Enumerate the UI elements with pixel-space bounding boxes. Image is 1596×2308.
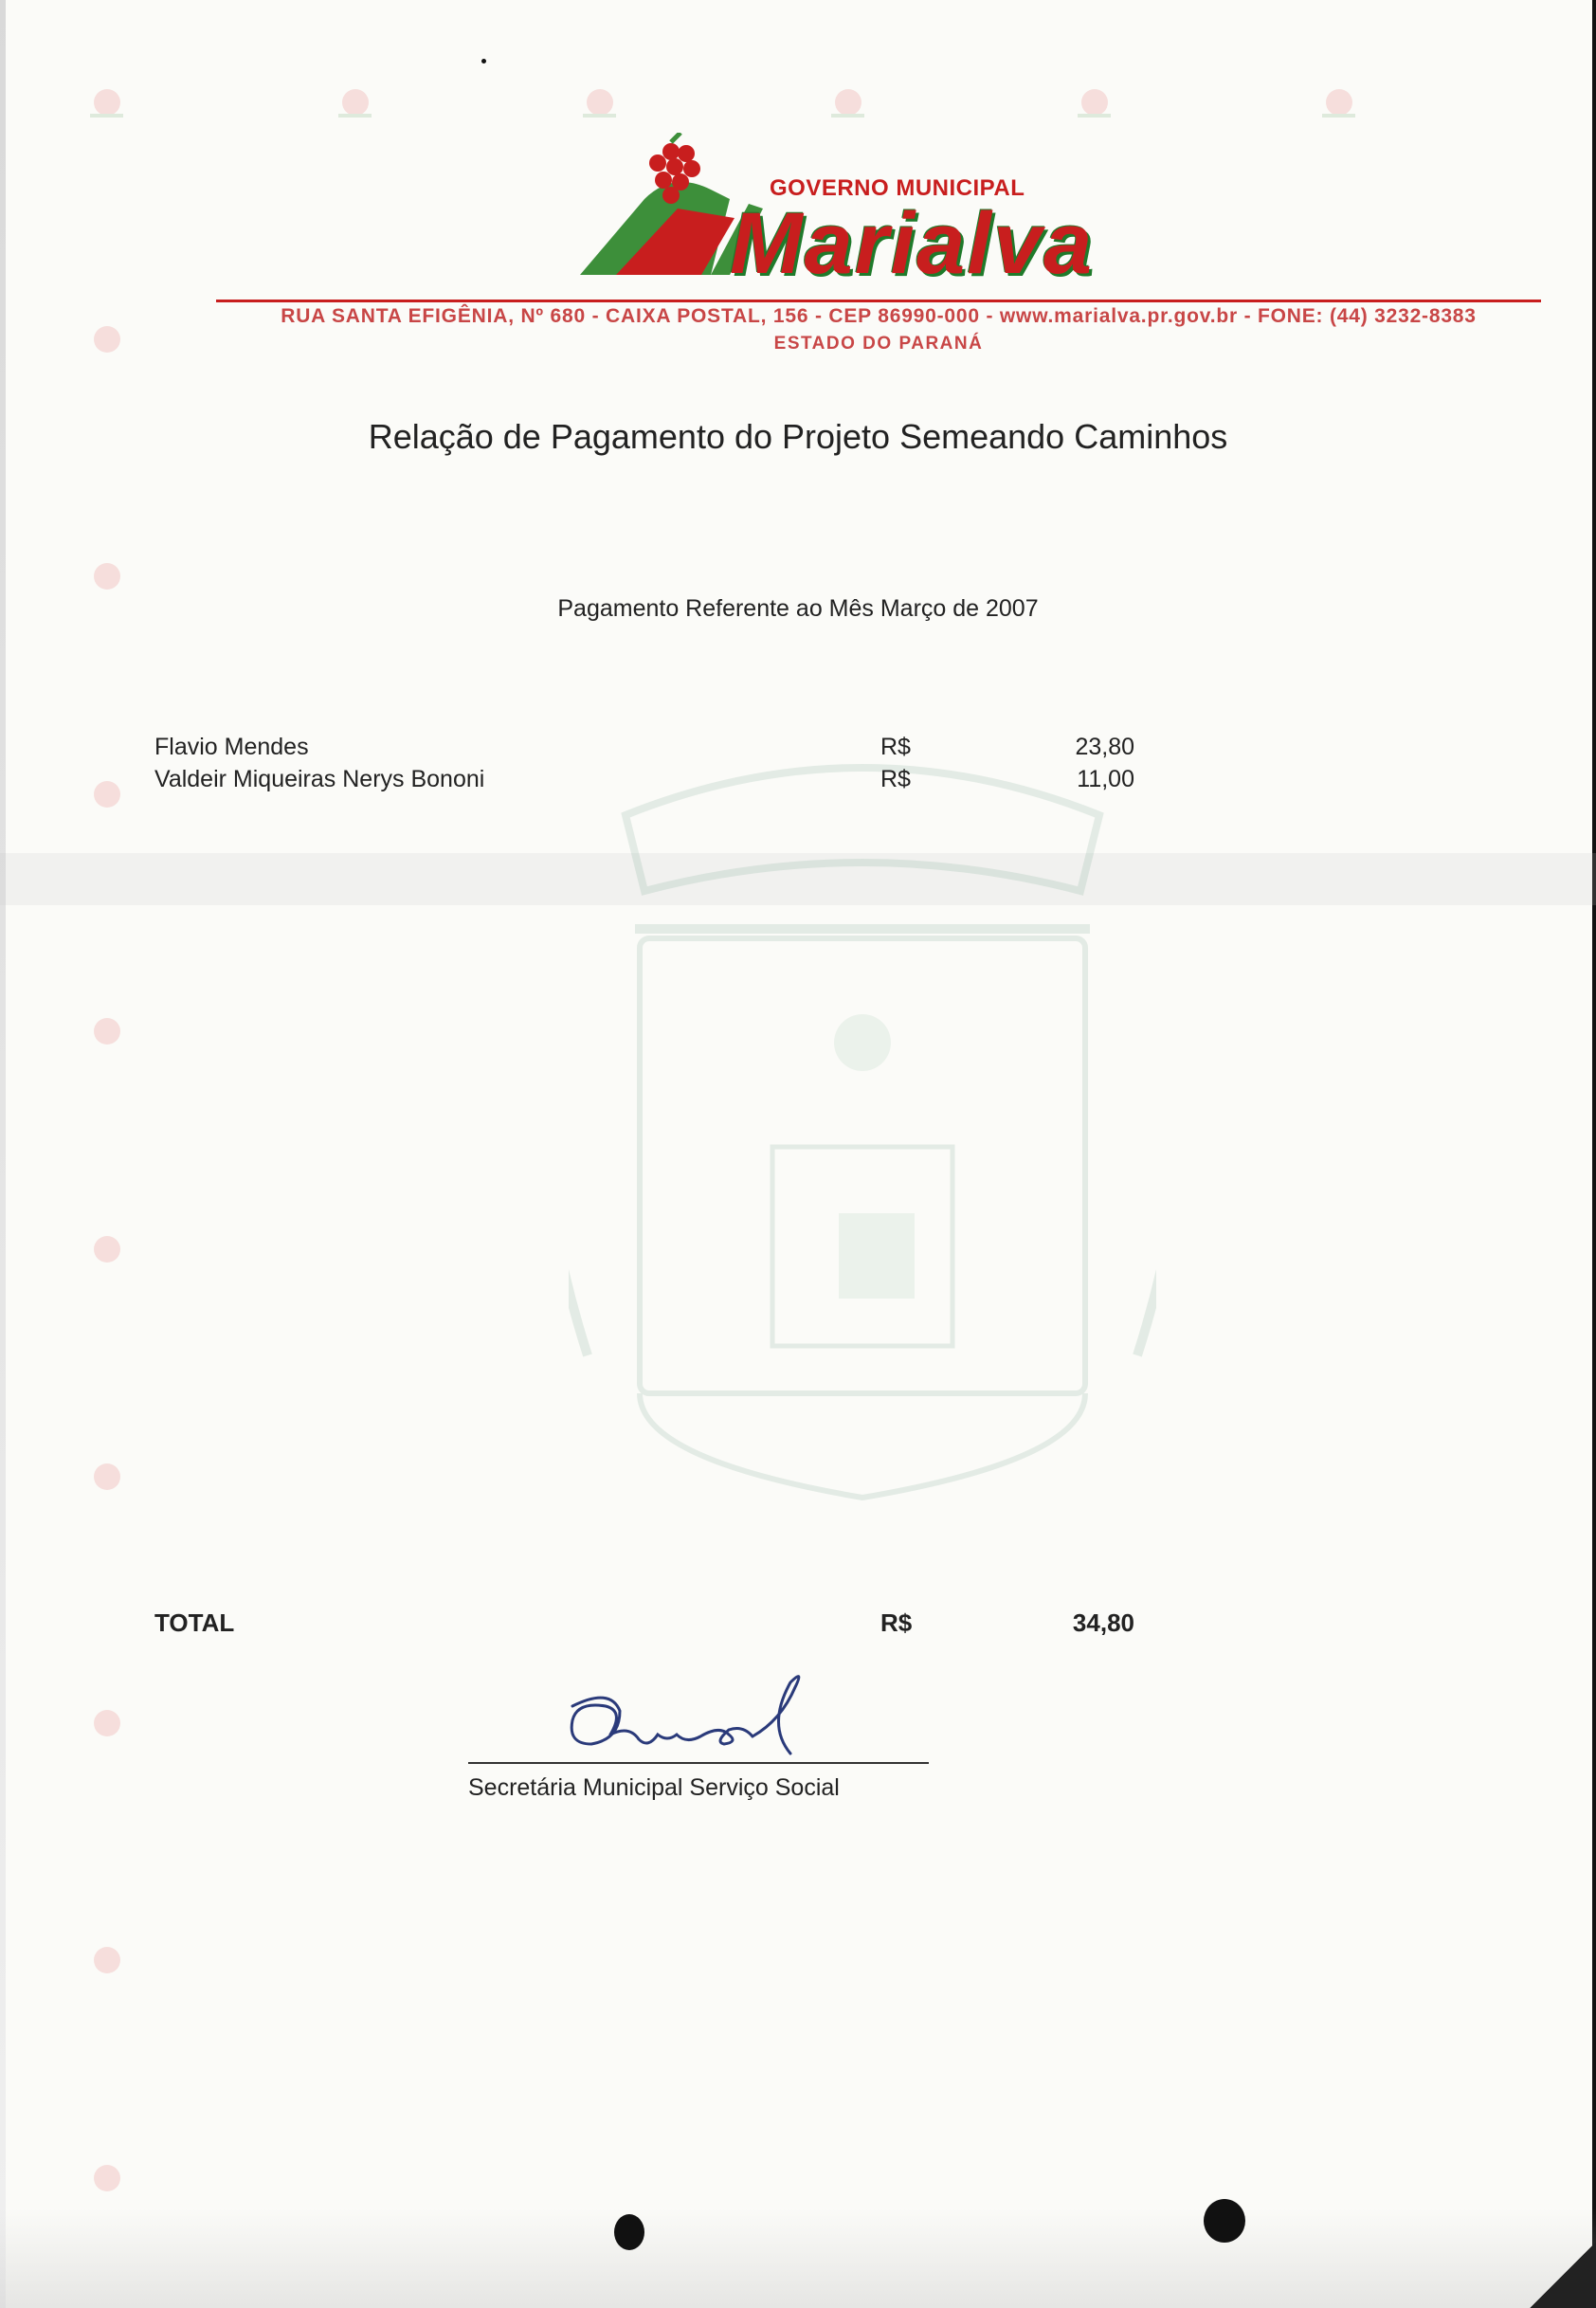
signature-line (468, 1762, 929, 1764)
payment-row (154, 734, 1150, 766)
scan-shadow (0, 2208, 1596, 2308)
speck (481, 59, 486, 64)
payment-amount: 11,00 (1077, 766, 1134, 792)
total-label: TOTAL (154, 1608, 235, 1637)
grape-watermark-icon (85, 2161, 129, 2195)
payee-name: Valdeir Miqueiras Nerys Bononi (154, 766, 485, 792)
coat-of-arms-watermark (569, 739, 1156, 1611)
grape-watermark-icon (85, 1460, 129, 1494)
punch-hole (1204, 2199, 1245, 2243)
payment-row (154, 766, 1150, 798)
grape-watermark-icon (85, 1014, 129, 1048)
payment-currency: R$ (880, 734, 911, 760)
total-currency: R$ (880, 1608, 913, 1637)
grape-watermark-icon (85, 1706, 129, 1740)
grape-watermark-icon (1317, 85, 1361, 119)
document-title: Relação de Pagamento do Projeto Semeando Caminhos (368, 417, 1228, 456)
payment-amount: 23,80 (1075, 734, 1134, 760)
grape-watermark-icon (1073, 85, 1116, 119)
grape-watermark-icon (85, 85, 129, 119)
grape-watermark-icon (334, 85, 377, 119)
handwritten-signature (468, 1668, 929, 1763)
payee-name: Flavio Mendes (154, 734, 309, 760)
header-rule (216, 300, 1541, 302)
header-address: RUA SANTA EFIGÊNIA, Nº 680 - CAIXA POSTAL, 156 - CEP 86990-000 - www.marialva.pr.gov.br - FONE: (44) 3232-8383 (281, 305, 1477, 327)
punch-hole (614, 2214, 644, 2250)
page-edge-right (1592, 0, 1596, 2308)
grape-watermark-icon (578, 85, 622, 119)
logo-subtitle: GOVERNO MUNICIPAL (770, 175, 1025, 201)
grape-watermark-icon (85, 777, 129, 811)
payment-currency: R$ (880, 766, 911, 792)
grape-watermark-icon (85, 1943, 129, 1977)
grape-watermark-icon (85, 559, 129, 593)
folded-corner (1530, 2242, 1596, 2308)
document-subtitle: Pagamento Referente ao Mês Março de 2007 (557, 595, 1039, 622)
page-edge-left (0, 0, 6, 2308)
signature-caption: Secretária Municipal Serviço Social (468, 1774, 840, 1801)
logo-city-name: Marialva (730, 195, 1095, 292)
grape-watermark-icon (85, 322, 129, 356)
total-amount: 34,80 (1072, 1608, 1134, 1637)
grape-watermark-icon (826, 85, 870, 119)
header-state: ESTADO DO PARANÁ (773, 334, 984, 354)
total-row (154, 1608, 1150, 1641)
grape-watermark-icon (85, 1232, 129, 1266)
